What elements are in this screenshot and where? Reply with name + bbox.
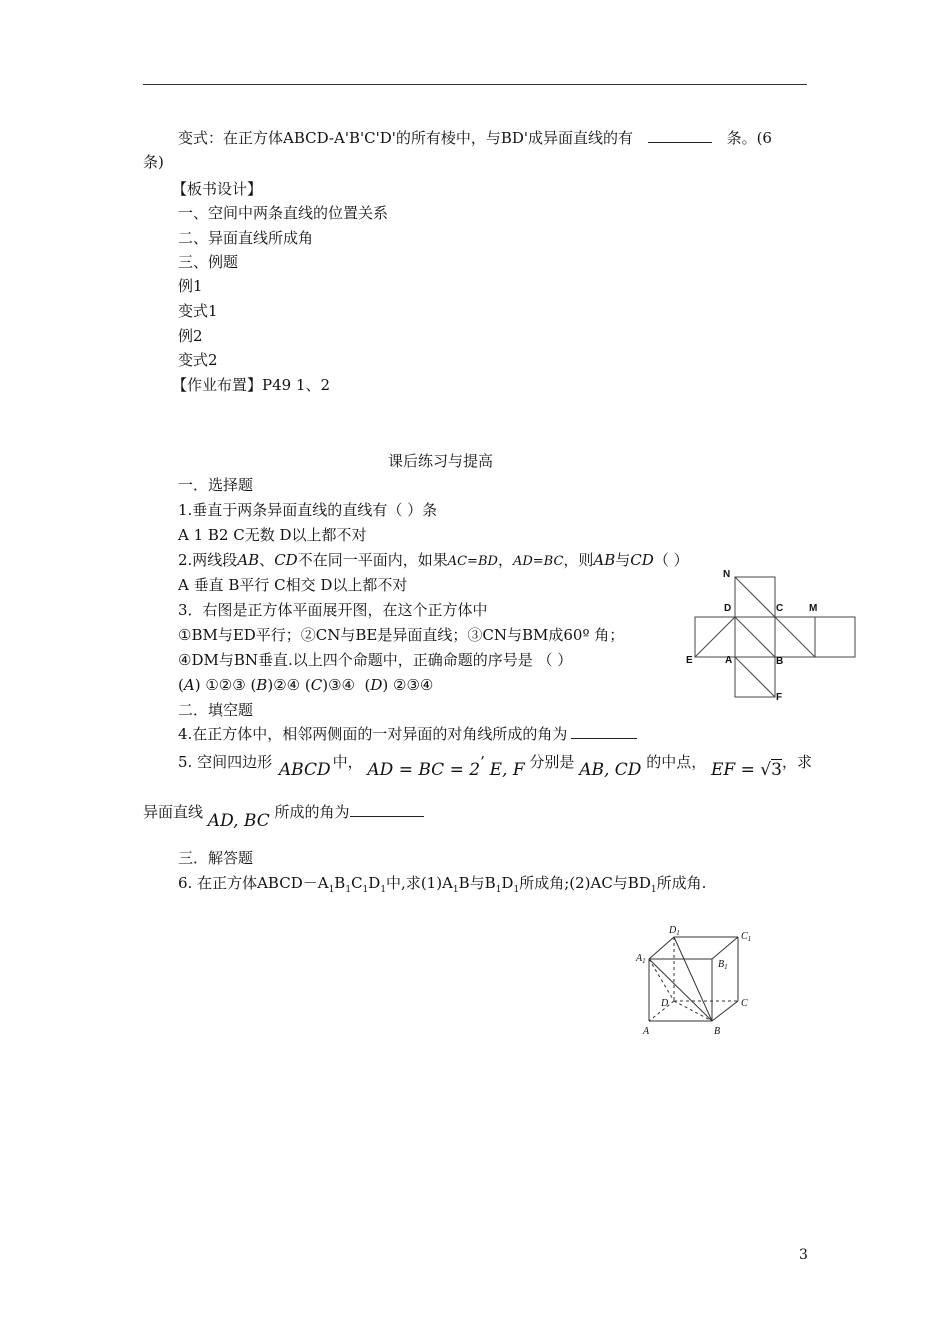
net-label-B: B	[776, 656, 784, 667]
variant-text: 变式：在正方体ABCD-A'B'C'D'的所有棱中，与BD'成异面直线的有	[178, 129, 634, 147]
question-3-ask: ④DM与BN垂直.以上四个命题中，正确命题的序号是 （ ）	[178, 651, 573, 669]
question-4: 4.在正方体中，相邻两侧面的一对异面的对角线所成的角为	[178, 725, 637, 743]
board-item: 三、例题	[178, 253, 239, 271]
board-item: 变式1	[178, 302, 218, 320]
question-3-options: (A) ①②③ (B)②④ (C)③④ (D) ②③④	[178, 676, 434, 694]
cube-label-D1: $D_1$	[669, 925, 680, 937]
net-label-N: N	[723, 569, 731, 580]
homework: 【作业布置】P49 1、2	[172, 376, 331, 394]
question-3-stem: 3．右图是正方体平面展开图，在这个正方体中	[178, 601, 488, 619]
answer-blank	[648, 142, 712, 143]
cube-label-D: D	[661, 998, 669, 1009]
variant-line	[178, 129, 772, 147]
variant-after: 条。(6	[726, 129, 772, 147]
cube-label-C1: $C_1$	[741, 931, 752, 943]
cube-net-figure	[680, 560, 870, 710]
page-number: 3	[799, 1247, 808, 1263]
variant-wrap: 条)	[143, 153, 164, 171]
question-2: 2.两线段AB、CD不在同一平面内，如果AC=BD，AD=BC，则AB与CD（ ）	[178, 551, 689, 569]
board-item: 二、异面直线所成角	[178, 229, 314, 247]
question-3-props: ①BM与ED平行；②CN与BE是异面直线；③CN与BM成60º 角；	[178, 626, 625, 644]
net-face-far-right	[815, 617, 855, 657]
net-label-E: E	[686, 655, 693, 666]
question-5-line2: 异面直线 AD, BC 所成的角为	[143, 802, 424, 822]
cube-figure	[630, 915, 770, 1045]
net-label-C: C	[776, 603, 784, 614]
section-solve: 三．解答题	[178, 849, 254, 867]
board-item: 变式2	[178, 351, 218, 369]
section-choice: 一．选择题	[178, 476, 254, 494]
question-1: 1.垂直于两条异面直线的直线有（ ）条	[178, 501, 438, 519]
exercise-title: 课后练习与提高	[388, 452, 494, 470]
net-diagonal	[695, 617, 735, 657]
question-5-line1: 5. 空间四边形 ABCD 中， AD = BC = 2’ E, F 分别是 AB, CD 的中点， EF = √3，求	[178, 753, 812, 780]
net-diagonal	[775, 617, 815, 657]
net-label-F: F	[776, 692, 783, 703]
board-design-title: 【板书设计】	[172, 180, 263, 198]
question-2-options: A 垂直 B平行 C相交 D以上都不对	[178, 576, 408, 594]
cube-label-C: C	[741, 998, 748, 1009]
net-diagonal	[735, 617, 775, 657]
header-rule	[143, 84, 807, 85]
net-label-M: M	[809, 603, 818, 614]
section-fill: 二．填空题	[178, 701, 254, 719]
net-label-D: D	[724, 603, 732, 614]
question-6: 6. 在正方体$ABCD-A_1B_1C_1D_1$中,求$(1)A_1B$与$B_1D_1$所成角;(2)AC与$BD_1$所成角.	[178, 874, 707, 895]
cube-label-B: B	[714, 1026, 721, 1037]
cube-label-B1: $B_1$	[718, 959, 728, 971]
board-item: 例2	[178, 327, 203, 345]
cube-label-A: A	[643, 1026, 650, 1037]
cube-label-A1: $A_1$	[636, 953, 646, 965]
board-item: 一、空间中两条直线的位置关系	[178, 204, 389, 222]
question-1-options: A 1 B2 C无数 D以上都不对	[178, 526, 367, 544]
net-label-A: A	[725, 655, 733, 666]
board-item: 例1	[178, 277, 203, 295]
net-diagonal	[735, 577, 775, 617]
net-diagonal	[735, 657, 775, 697]
